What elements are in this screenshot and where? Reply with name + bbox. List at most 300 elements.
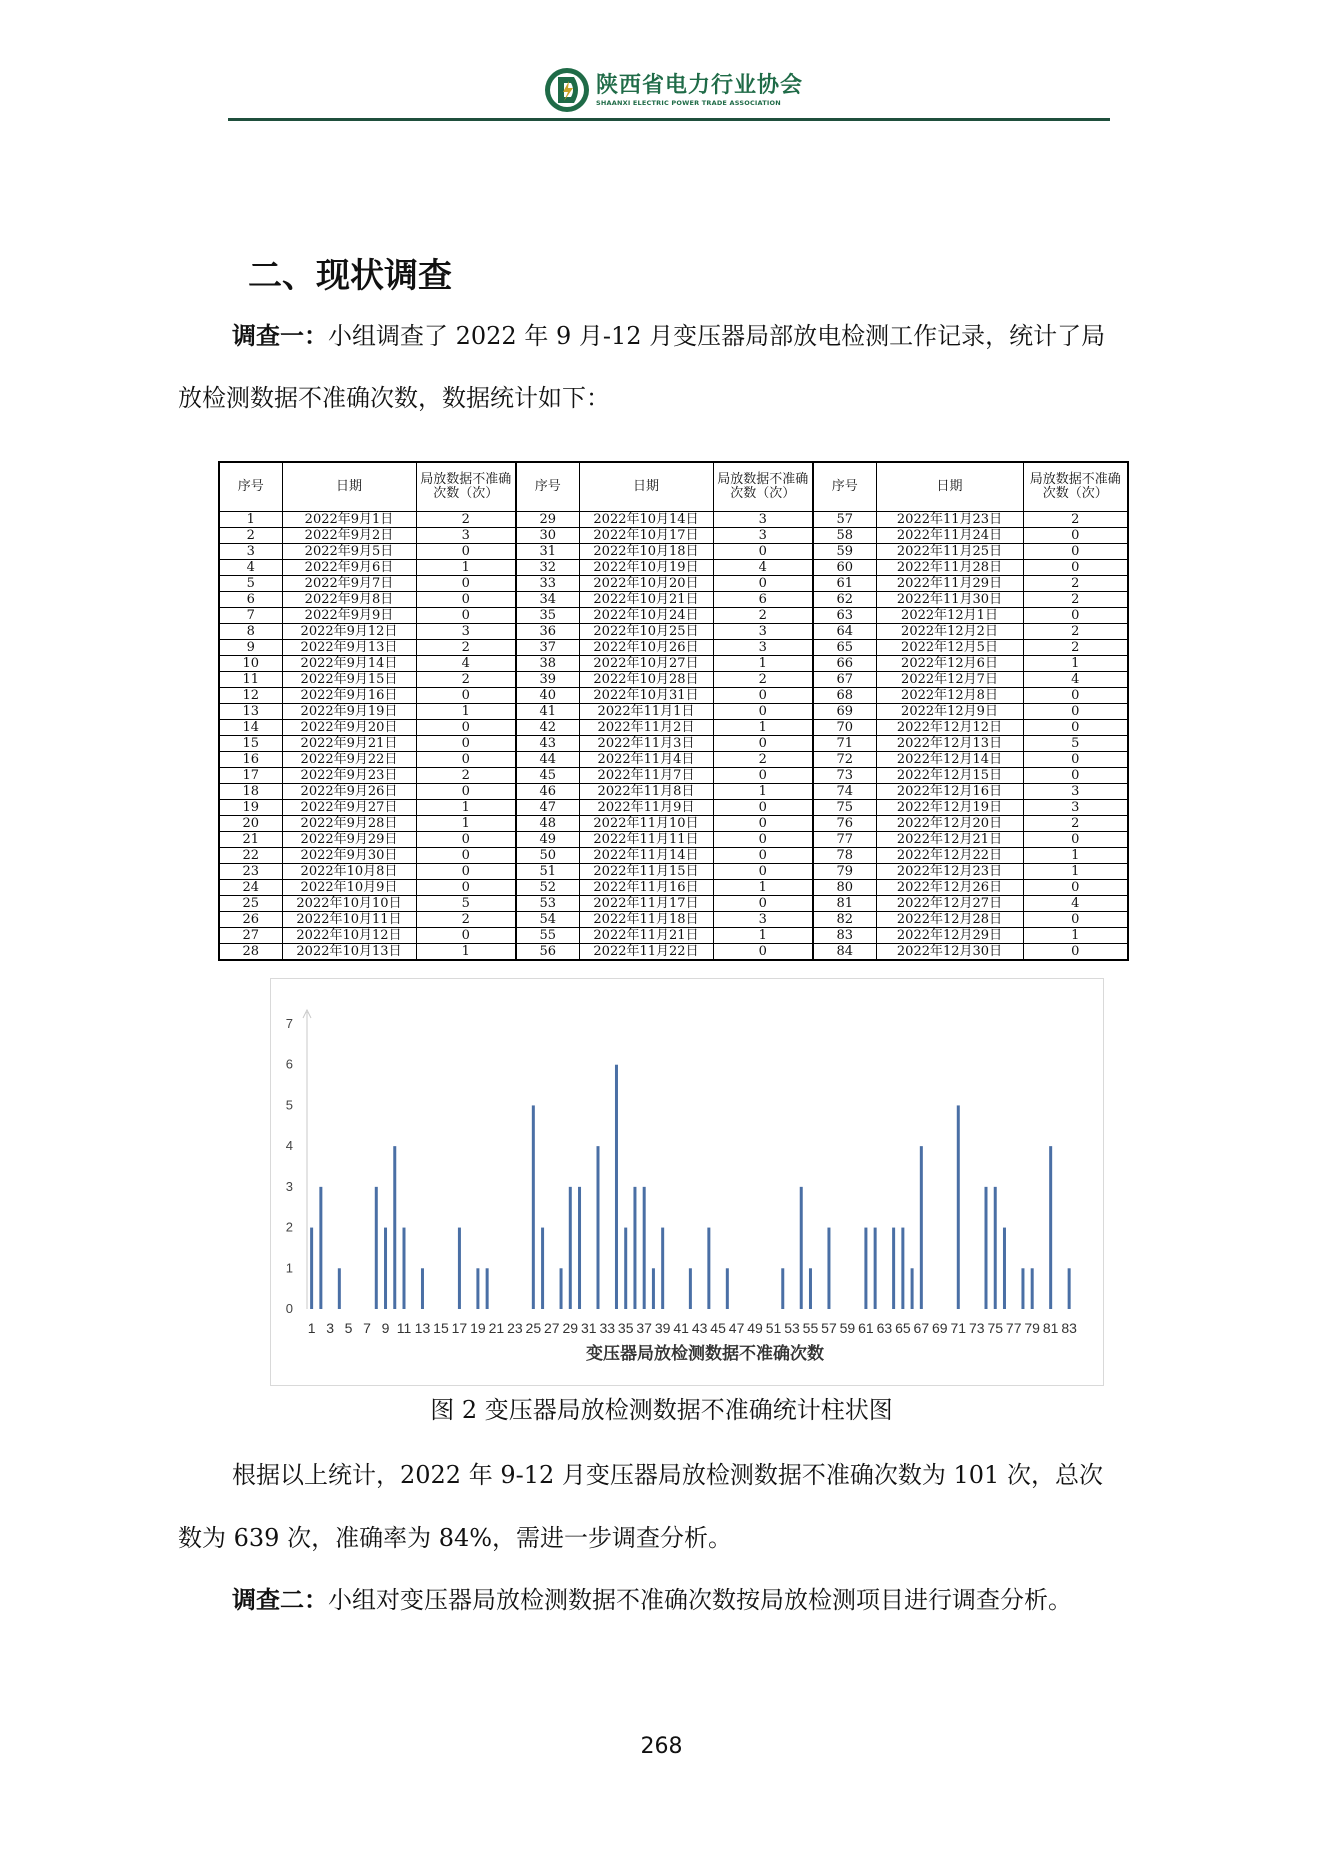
row-index: 66	[813, 656, 876, 672]
row-count: 0	[416, 576, 516, 592]
x-tick-label: 57	[821, 1320, 837, 1336]
row-count: 0	[416, 720, 516, 736]
bar-chart	[270, 978, 1104, 1386]
x-tick-label: 29	[562, 1320, 579, 1336]
x-tick-label: 67	[913, 1320, 930, 1336]
row-index: 73	[813, 768, 876, 784]
row-index: 82	[813, 912, 876, 928]
row-date: 2022年12月22日	[876, 848, 1023, 864]
table-row	[219, 528, 1128, 544]
row-count: 0	[1023, 688, 1128, 704]
row-count: 0	[416, 688, 516, 704]
bar	[532, 1105, 535, 1309]
row-count: 0	[416, 832, 516, 848]
row-index: 81	[813, 896, 876, 912]
x-tick-label: 37	[636, 1320, 652, 1336]
association-name-cn: 陕西省电力行业协会	[596, 73, 804, 98]
row-date: 2022年9月15日	[282, 672, 416, 688]
bar	[310, 1228, 313, 1309]
row-count: 1	[1023, 656, 1128, 672]
row-count: 2	[1023, 592, 1128, 608]
row-index: 70	[813, 720, 876, 736]
row-date: 2022年9月5日	[282, 544, 416, 560]
row-index: 63	[813, 608, 876, 624]
x-tick-label: 81	[1042, 1320, 1059, 1336]
row-date: 2022年12月14日	[876, 752, 1023, 768]
bar	[403, 1228, 406, 1309]
y-tick-label: 4	[285, 1138, 293, 1154]
row-date: 2022年12月29日	[876, 928, 1023, 944]
row-index: 24	[219, 880, 282, 896]
row-index: 28	[219, 944, 282, 961]
row-date: 2022年11月9日	[579, 800, 713, 816]
row-date: 2022年11月16日	[579, 880, 713, 896]
x-tick-label: 73	[968, 1320, 985, 1336]
bar	[1031, 1268, 1034, 1309]
row-date: 2022年11月10日	[579, 816, 713, 832]
bar	[643, 1187, 646, 1309]
row-date: 2022年10月25日	[579, 624, 713, 640]
row-date: 2022年12月13日	[876, 736, 1023, 752]
bar	[458, 1228, 461, 1309]
row-count: 3	[416, 624, 516, 640]
row-index: 55	[516, 928, 579, 944]
row-count: 1	[416, 800, 516, 816]
bar	[384, 1228, 387, 1309]
x-tick-label: 61	[858, 1320, 874, 1336]
row-date: 2022年11月28日	[876, 560, 1023, 576]
x-tick-label: 63	[876, 1320, 893, 1336]
row-index: 84	[813, 944, 876, 961]
x-tick-label: 15	[433, 1320, 449, 1336]
row-date: 2022年11月4日	[579, 752, 713, 768]
x-tick-label: 3	[326, 1320, 334, 1336]
row-count: 0	[1023, 608, 1128, 624]
table-row	[219, 784, 1128, 800]
table-row	[219, 944, 1128, 961]
row-date: 2022年12月1日	[876, 608, 1023, 624]
row-count: 0	[1023, 720, 1128, 736]
y-tick-label: 2	[285, 1219, 293, 1235]
row-index: 49	[516, 832, 579, 848]
table-row	[219, 832, 1128, 848]
row-count: 4	[1023, 896, 1128, 912]
col-header-date: 日期	[282, 462, 416, 512]
bar	[781, 1268, 784, 1309]
row-count: 0	[416, 864, 516, 880]
row-count: 2	[713, 672, 813, 688]
row-index: 3	[219, 544, 282, 560]
row-date: 2022年12月21日	[876, 832, 1023, 848]
y-tick-label: 1	[285, 1260, 293, 1276]
row-index: 31	[516, 544, 579, 560]
row-index: 17	[219, 768, 282, 784]
row-date: 2022年9月7日	[282, 576, 416, 592]
row-index: 18	[219, 784, 282, 800]
row-count: 3	[713, 624, 813, 640]
x-tick-label: 23	[507, 1320, 523, 1336]
row-index: 67	[813, 672, 876, 688]
x-tick-label: 77	[1005, 1320, 1022, 1336]
x-tick-label: 79	[1024, 1320, 1040, 1336]
row-index: 72	[813, 752, 876, 768]
y-tick-label: 6	[285, 1056, 293, 1072]
row-date: 2022年10月27日	[579, 656, 713, 672]
row-date: 2022年10月17日	[579, 528, 713, 544]
row-index: 27	[219, 928, 282, 944]
row-index: 13	[219, 704, 282, 720]
x-tick-label: 83	[1061, 1320, 1077, 1336]
row-count: 0	[713, 576, 813, 592]
row-count: 1	[416, 816, 516, 832]
row-date: 2022年9月30日	[282, 848, 416, 864]
row-index: 65	[813, 640, 876, 656]
row-date: 2022年10月14日	[579, 512, 713, 528]
row-date: 2022年10月31日	[579, 688, 713, 704]
row-count: 0	[1023, 768, 1128, 784]
row-count: 0	[713, 816, 813, 832]
x-tick-label: 41	[673, 1320, 689, 1336]
row-index: 76	[813, 816, 876, 832]
bar	[569, 1187, 572, 1309]
row-date: 2022年10月10日	[282, 896, 416, 912]
row-date: 2022年9月8日	[282, 592, 416, 608]
row-index: 64	[813, 624, 876, 640]
row-count: 1	[416, 704, 516, 720]
row-index: 15	[219, 736, 282, 752]
row-date: 2022年11月30日	[876, 592, 1023, 608]
conclusion-line1: 根据以上统计，2022 年 9-12 月变压器局放检测数据不准确次数为 101 次，总次	[232, 1461, 1103, 1489]
row-index: 5	[219, 576, 282, 592]
row-count: 2	[416, 672, 516, 688]
col-header-count: 局放数据不准确次数（次）	[1023, 462, 1128, 512]
row-date: 2022年12月8日	[876, 688, 1023, 704]
row-date: 2022年9月22日	[282, 752, 416, 768]
figure-caption: 图 2 变压器局放检测数据不准确统计柱状图	[430, 1396, 893, 1424]
row-count: 2	[416, 768, 516, 784]
row-index: 54	[516, 912, 579, 928]
bar	[624, 1228, 627, 1309]
x-tick-label: 27	[544, 1320, 560, 1336]
table-row	[219, 544, 1128, 560]
survey1-line1	[232, 321, 1105, 351]
row-date: 2022年10月20日	[579, 576, 713, 592]
table-row	[219, 624, 1128, 640]
table-row	[219, 912, 1128, 928]
row-index: 35	[516, 608, 579, 624]
table-row	[219, 752, 1128, 768]
row-date: 2022年12月2日	[876, 624, 1023, 640]
conclusion-line2: 数为 639 次，准确率为 84%，需进一步调查分析。	[178, 1524, 733, 1552]
row-index: 11	[219, 672, 282, 688]
row-index: 38	[516, 656, 579, 672]
bar	[633, 1187, 636, 1309]
bar	[892, 1228, 895, 1309]
row-count: 0	[713, 688, 813, 704]
row-count: 0	[1023, 704, 1128, 720]
bar	[375, 1187, 378, 1309]
col-header-index: 序号	[813, 462, 876, 512]
row-index: 32	[516, 560, 579, 576]
row-index: 20	[219, 816, 282, 832]
row-index: 48	[516, 816, 579, 832]
row-index: 79	[813, 864, 876, 880]
bar	[800, 1187, 803, 1309]
row-count: 1	[713, 880, 813, 896]
row-count: 0	[416, 848, 516, 864]
x-tick-label: 51	[765, 1320, 782, 1336]
bar	[541, 1228, 544, 1309]
row-count: 2	[1023, 624, 1128, 640]
row-date: 2022年12月12日	[876, 720, 1023, 736]
survey2-label: 调查二：	[232, 1586, 328, 1614]
row-index: 44	[516, 752, 579, 768]
row-index: 39	[516, 672, 579, 688]
row-count: 0	[713, 800, 813, 816]
row-count: 3	[1023, 784, 1128, 800]
row-index: 4	[219, 560, 282, 576]
row-count: 3	[713, 640, 813, 656]
bar	[661, 1228, 664, 1309]
row-count: 0	[416, 544, 516, 560]
row-date: 2022年10月24日	[579, 608, 713, 624]
bar	[486, 1268, 489, 1309]
row-count: 0	[416, 752, 516, 768]
x-tick-label: 35	[617, 1320, 634, 1336]
row-index: 68	[813, 688, 876, 704]
row-date: 2022年11月3日	[579, 736, 713, 752]
bar	[994, 1187, 997, 1309]
row-count: 0	[1023, 832, 1128, 848]
row-count: 2	[713, 608, 813, 624]
row-date: 2022年11月7日	[579, 768, 713, 784]
page-header	[228, 62, 1110, 122]
x-tick-label: 69	[932, 1320, 948, 1336]
row-count: 0	[1023, 528, 1128, 544]
row-index: 6	[219, 592, 282, 608]
row-date: 2022年9月2日	[282, 528, 416, 544]
row-date: 2022年10月28日	[579, 672, 713, 688]
bar	[1003, 1228, 1006, 1309]
x-tick-label: 7	[363, 1320, 371, 1336]
row-date: 2022年9月12日	[282, 624, 416, 640]
association-emblem-icon	[544, 67, 590, 113]
row-date: 2022年11月29日	[876, 576, 1023, 592]
row-index: 57	[813, 512, 876, 528]
x-tick-label: 49	[747, 1320, 763, 1336]
table-row	[219, 688, 1128, 704]
row-index: 75	[813, 800, 876, 816]
row-date: 2022年9月6日	[282, 560, 416, 576]
row-index: 8	[219, 624, 282, 640]
bar	[338, 1268, 341, 1309]
x-tick-label: 53	[784, 1320, 800, 1336]
survey2-text: 小组对变压器局放检测数据不准确次数按局放检测项目进行调查分析。	[328, 1586, 1072, 1614]
header-divider	[228, 118, 1110, 121]
row-count: 0	[416, 880, 516, 896]
row-count: 1	[713, 928, 813, 944]
x-tick-label: 11	[396, 1320, 412, 1336]
row-count: 0	[713, 848, 813, 864]
table-row	[219, 672, 1128, 688]
row-index: 62	[813, 592, 876, 608]
row-count: 1	[1023, 928, 1128, 944]
row-date: 2022年9月9日	[282, 608, 416, 624]
row-date: 2022年11月2日	[579, 720, 713, 736]
row-count: 4	[416, 656, 516, 672]
row-index: 22	[219, 848, 282, 864]
row-date: 2022年11月21日	[579, 928, 713, 944]
y-tick-label: 5	[285, 1097, 293, 1113]
row-date: 2022年10月21日	[579, 592, 713, 608]
x-tick-label: 45	[710, 1320, 726, 1336]
x-tick-label: 33	[599, 1320, 616, 1336]
row-count: 1	[713, 720, 813, 736]
row-date: 2022年10月19日	[579, 560, 713, 576]
col-header-date: 日期	[579, 462, 713, 512]
bar	[393, 1146, 396, 1309]
row-index: 83	[813, 928, 876, 944]
row-date: 2022年10月9日	[282, 880, 416, 896]
survey1-label: 调查一：	[232, 322, 328, 350]
row-count: 5	[1023, 736, 1128, 752]
row-index: 47	[516, 800, 579, 816]
bar	[597, 1146, 600, 1309]
row-index: 58	[813, 528, 876, 544]
bar	[874, 1228, 877, 1309]
bar	[985, 1187, 988, 1309]
x-tick-label: 13	[414, 1320, 431, 1336]
row-index: 52	[516, 880, 579, 896]
row-count: 3	[713, 528, 813, 544]
x-tick-label: 75	[987, 1320, 1004, 1336]
x-tick-label: 71	[950, 1320, 967, 1336]
table-row	[219, 720, 1128, 736]
row-count: 3	[416, 528, 516, 544]
x-tick-label: 39	[654, 1320, 671, 1336]
row-count: 0	[1023, 912, 1128, 928]
row-date: 2022年12月20日	[876, 816, 1023, 832]
row-date: 2022年11月11日	[579, 832, 713, 848]
row-count: 0	[1023, 880, 1128, 896]
x-tick-label: 31	[580, 1320, 597, 1336]
row-index: 21	[219, 832, 282, 848]
row-index: 43	[516, 736, 579, 752]
table-row	[219, 560, 1128, 576]
row-date: 2022年10月18日	[579, 544, 713, 560]
row-date: 2022年11月8日	[579, 784, 713, 800]
x-tick-label: 1	[307, 1320, 316, 1336]
y-tick-label: 3	[285, 1178, 293, 1194]
row-index: 26	[219, 912, 282, 928]
row-count: 0	[713, 768, 813, 784]
row-count: 0	[416, 736, 516, 752]
row-count: 0	[416, 784, 516, 800]
row-count: 0	[1023, 560, 1128, 576]
row-count: 0	[416, 928, 516, 944]
row-index: 45	[516, 768, 579, 784]
row-index: 74	[813, 784, 876, 800]
row-index: 33	[516, 576, 579, 592]
row-index: 80	[813, 880, 876, 896]
bar	[707, 1228, 710, 1309]
row-index: 46	[516, 784, 579, 800]
row-index: 77	[813, 832, 876, 848]
row-date: 2022年12月19日	[876, 800, 1023, 816]
table-row	[219, 928, 1128, 944]
row-index: 25	[219, 896, 282, 912]
col-header-count: 局放数据不准确次数（次）	[713, 462, 813, 512]
row-count: 2	[416, 640, 516, 656]
row-date: 2022年12月5日	[876, 640, 1023, 656]
row-date: 2022年9月14日	[282, 656, 416, 672]
row-date: 2022年11月1日	[579, 704, 713, 720]
row-date: 2022年10月11日	[282, 912, 416, 928]
bar	[1068, 1268, 1071, 1309]
table-row	[219, 592, 1128, 608]
row-count: 1	[713, 784, 813, 800]
row-index: 53	[516, 896, 579, 912]
row-date: 2022年9月20日	[282, 720, 416, 736]
bar	[615, 1065, 618, 1309]
row-index: 36	[516, 624, 579, 640]
row-count: 0	[713, 864, 813, 880]
section-title: 二、现状调查	[248, 256, 452, 296]
row-count: 0	[713, 736, 813, 752]
row-index: 59	[813, 544, 876, 560]
row-count: 0	[713, 944, 813, 961]
bar	[911, 1268, 914, 1309]
row-date: 2022年11月22日	[579, 944, 713, 961]
row-date: 2022年11月23日	[876, 512, 1023, 528]
row-date: 2022年9月1日	[282, 512, 416, 528]
row-date: 2022年12月27日	[876, 896, 1023, 912]
row-count: 2	[416, 912, 516, 928]
bar	[957, 1105, 960, 1309]
row-index: 56	[516, 944, 579, 961]
x-tick-label: 55	[802, 1320, 819, 1336]
y-tick-label: 7	[285, 1016, 293, 1031]
row-index: 16	[219, 752, 282, 768]
table-row	[219, 848, 1128, 864]
row-date: 2022年11月15日	[579, 864, 713, 880]
table-row	[219, 768, 1128, 784]
bar	[726, 1268, 729, 1309]
table-row	[219, 880, 1128, 896]
x-tick-label: 17	[451, 1320, 468, 1336]
bar	[689, 1268, 692, 1309]
row-date: 2022年12月9日	[876, 704, 1023, 720]
row-index: 2	[219, 528, 282, 544]
row-index: 34	[516, 592, 579, 608]
row-index: 37	[516, 640, 579, 656]
row-count: 1	[1023, 864, 1128, 880]
row-index: 23	[219, 864, 282, 880]
row-date: 2022年9月26日	[282, 784, 416, 800]
association-logo	[544, 66, 803, 114]
row-count: 2	[1023, 576, 1128, 592]
table-row	[219, 896, 1128, 912]
row-count: 5	[416, 896, 516, 912]
row-date: 2022年12月30日	[876, 944, 1023, 961]
row-count: 2	[713, 752, 813, 768]
association-name-en: SHAANXI ELECTRIC POWER TRADE ASSOCIATION	[596, 99, 781, 107]
y-tick-label: 0	[285, 1301, 293, 1316]
row-date: 2022年12月15日	[876, 768, 1023, 784]
row-count: 3	[1023, 800, 1128, 816]
col-header-index: 序号	[219, 462, 282, 512]
row-count: 0	[713, 832, 813, 848]
